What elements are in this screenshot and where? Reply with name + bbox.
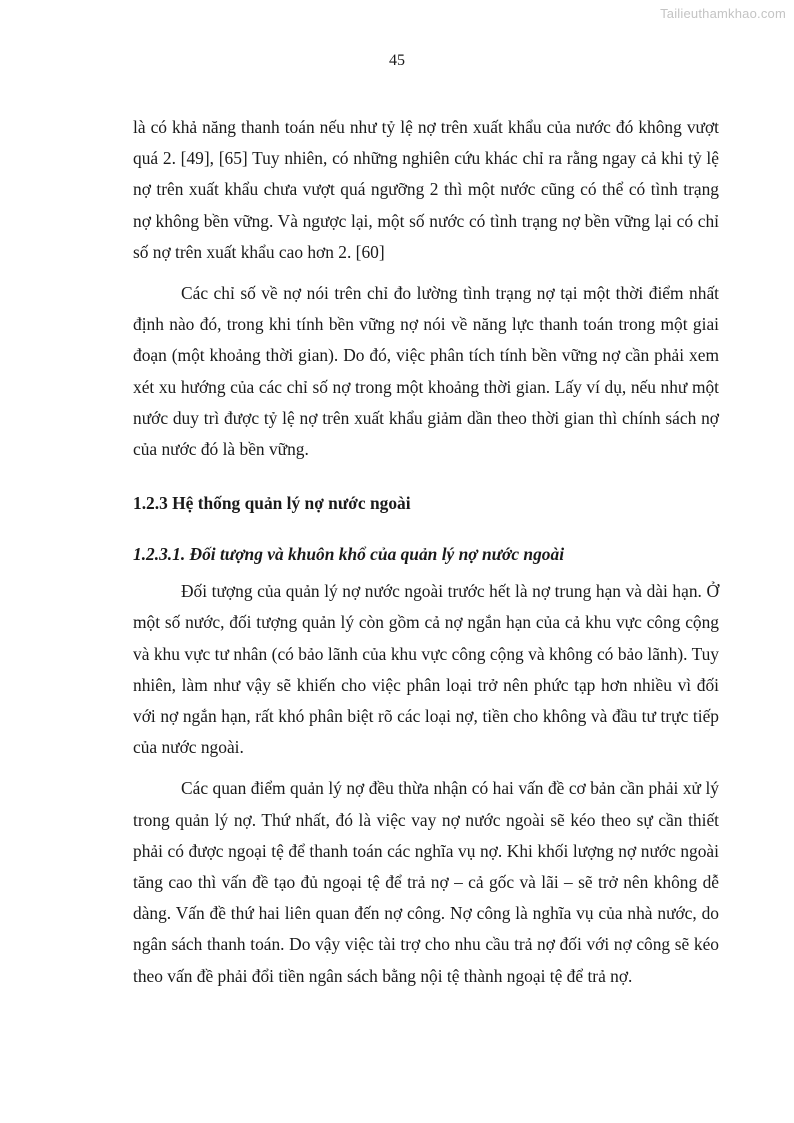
- paragraph-management-objects: Đối tượng của quản lý nợ nước ngoài trước hết là nợ trung hạn và dài hạn. Ở một số nước, đối tượng quản lý còn gồm cả nợ ngắn hạn của cả khu vực công cộng và khu vực tư nhân (có bảo lãnh của khu vực công cộng và không có bảo lãnh). Tuy nhiên, làm như vậy sẽ khiến cho việc phân loại trở nên phức tạp hơn nhiều vì đối với nợ ngắn hạn, rất khó phân biệt rõ các loại nợ, tiền cho không và đầu tư trực tiếp của nước ngoài.: [133, 581, 719, 758]
- paragraph-management-views: Các quan điểm quản lý nợ đều thừa nhận có hai vấn đề cơ bản cần phải xử lý trong quản lý nợ. Thứ nhất, đó là việc vay nợ nước ngoài sẽ kéo theo sự cần thiết phải có được ngoại tệ để thanh toán các nghĩa vụ nợ. Khi khối lượng nợ nước ngoài tăng cao thì vấn đề tạo đủ ngoại tệ để trả nợ – cả gốc và lãi – sẽ trở nên không dễ dàng. Vấn đề thứ hai liên quan đến nợ công. Nợ công là nghĩa vụ của nhà nước, do ngân sách thanh toán. Do vậy việc tài trợ cho nhu cầu trả nợ đối với nợ công sẽ kéo theo vấn đề phải đổi tiền ngân sách bằng nội tệ thành ngoại tệ để trả nợ.: [133, 778, 719, 986]
- subsection-heading-1-2-3-1: 1.2.3.1. Đối tượng và khuôn khổ của quản lý nợ nước ngoài: [133, 544, 565, 565]
- watermark: Tailieuthamkhao.com: [660, 6, 786, 21]
- page-number: 45: [389, 52, 405, 69]
- page-body: [133, 112, 719, 1002]
- paragraph-debt-indicators: Các chỉ số về nợ nói trên chỉ đo lường tình trạng nợ tại một thời điểm nhất định nào đó, trong khi tính bền vững nợ nói về năng lực thanh toán trong một giai đoạn (một khoảng thời gian). Do đó, việc phân tích tính bền vững nợ cần phải xem xét xu hướng của các chỉ số nợ trong một khoảng thời gian. Lấy ví dụ, nếu như một nước duy trì được tỷ lệ nợ trên xuất khẩu giảm dần theo thời gian thì chính sách nợ của nước đó là bền vững.: [133, 283, 719, 460]
- section-heading-1-2-3: 1.2.3 Hệ thống quản lý nợ nước ngoài: [133, 493, 411, 514]
- paragraph-continued: là có khả năng thanh toán nếu như tỷ lệ nợ trên xuất khẩu của nước đó không vượt quá 2. [49], [65] Tuy nhiên, có những nghiên cứu khác chỉ ra rằng ngay cả khi tỷ lệ nợ trên xuất khẩu chưa vượt quá ngưỡng 2 thì một nước cũng có thể có tình trạng nợ không bền vững. Và ngược lại, một số nước có tình trạng nợ bền vững lại có chỉ số nợ trên xuất khẩu cao hơn 2. [60]: [133, 117, 719, 262]
